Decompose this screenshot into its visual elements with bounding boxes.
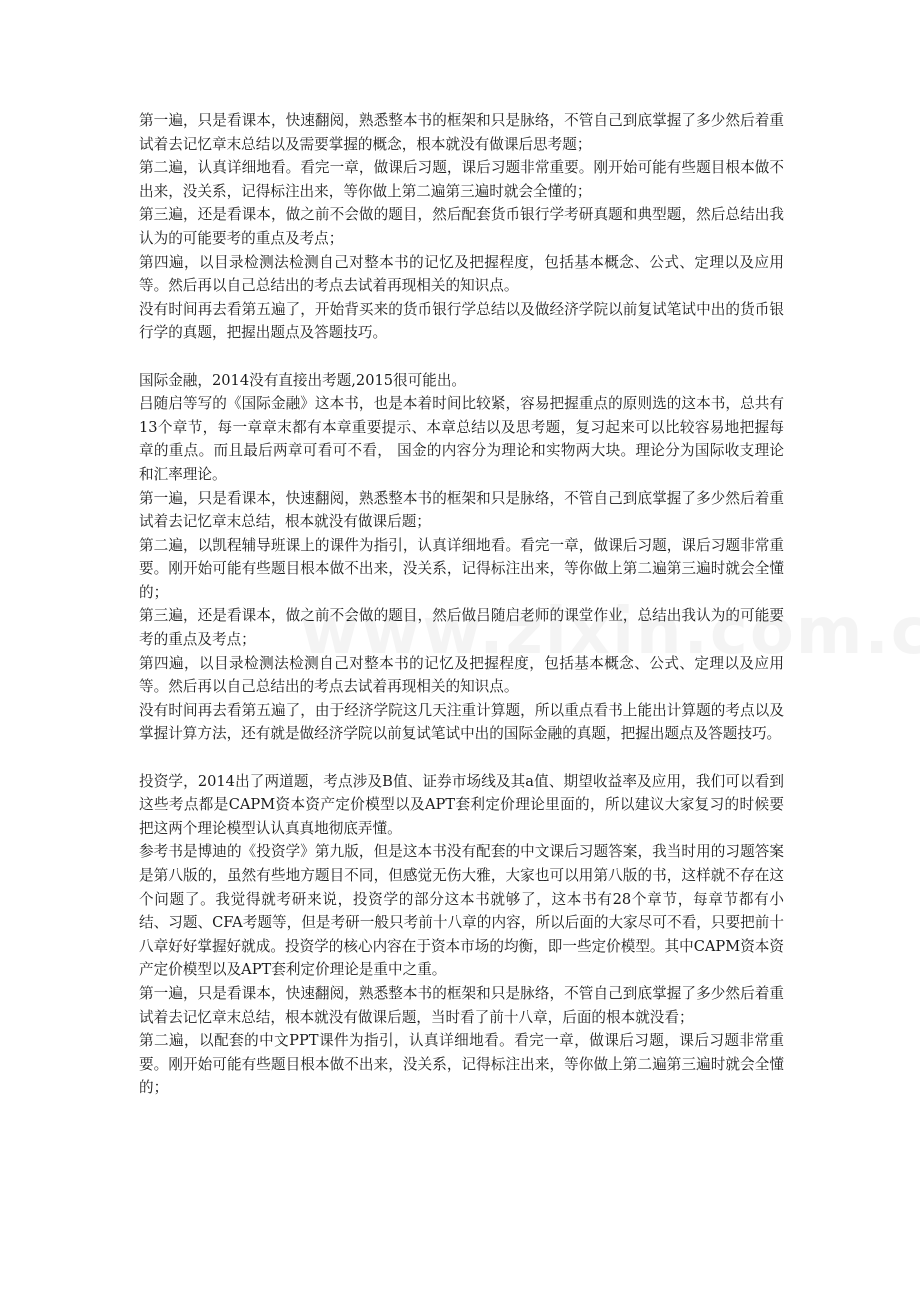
section-heading-paragraph: 投资学，2014出了两道题，考点涉及B值、证券市场线及其a值、期望收益率及应用，我们可以看到这些考点都是CAPM资本资产定价模型以及APT套利定价理论里面的，所以建议大家复习的时候要把这两个理论模型认认真真地彻底弄懂。: [139, 772, 784, 837]
paragraph: 第二遍，以凯程辅导班课上的课件为指引，认真详细地看。看完一章，做课后习题，课后习题非常重要。刚开始可能有些题目根本做不出来，没关系，记得标注出来，等你做上第二遍第三遍时就会全懂的；: [139, 536, 784, 601]
paragraph: 第三遍，还是看课本，做之前不会做的题目，然后做吕随启老师的课堂作业，总结出我认为的可能要考的重点及考点；: [139, 607, 784, 649]
paragraph: 第一遍，只是看课本，快速翻阅，熟悉整本书的框架和只是脉络，不管自己到底掌握了多少然后着重试着去记忆章末总结，根本就没有做课后题；: [139, 489, 784, 531]
section-international-finance: [139, 369, 784, 747]
paragraph: 第二遍，认真详细地看。看完一章，做课后习题，课后习题非常重要。刚开始可能有些题目根本做不出来，没关系，记得标注出来，等你做上第二遍第三遍时就会全懂的；: [139, 159, 784, 200]
section-monetary-banking: [139, 109, 784, 345]
paragraph: 参考书是博迪的《投资学》第九版，但是这本书没有配套的中文课后习题答案，我当时用的习题答案是第八版的，虽然有些地方题目不同，但感觉无伤大雅，大家也可以用第八版的书，这样就不存在这个问题了。我觉得就考研来说，投资学的部分这本书就够了，这本书有28个章节，每章节都有小结、习题、CFA考题等，但是考研一般只考前十八章的内容，所以后面的大家尽可不看，只要把前十八章好好掌握好就成。投资学的核心内容在于资本市场的均衡，即一些定价模型。其中CAPM资本资产定价模型以及APT套利定价理论是重中之重。: [139, 843, 784, 979]
paragraph: 第四遍，以目录检测法检测自己对整本书的记忆及把握程度，包括基本概念、公式、定理以及应用等。然后再以自己总结出的考点去试着再现相关的知识点。: [139, 654, 784, 696]
paragraph: 第三遍，还是看课本，做之前不会做的题目，然后配套货币银行学考研真题和典型题，然后总结出我认为的可能要考的重点及考点；: [139, 206, 784, 247]
section-heading-paragraph: 国际金融，2014没有直接出考题,2015很可能出。: [139, 371, 467, 389]
paragraph: 吕随启等写的《国际金融》这本书，也是本着时间比较紧，容易把握重点的原则选的这本书，总共有13个章节，每一章章末都有本章重要提示、本章总结以及思考题，复习起来可以比较容易地把握每章的重点。而且最后两章可看可不看， 国金的内容分为理论和实物两大块。理论分为国际收支理论和汇率理论。: [139, 395, 784, 483]
paragraph: 没有时间再去看第五遍了，开始背买来的货币银行学总结以及做经济学院以前复试笔试中出的货币银行学的真题，把握出题点及答题技巧。: [139, 300, 784, 342]
paragraph: 第一遍，只是看课本，快速翻阅，熟悉整本书的框架和只是脉络，不管自己到底掌握了多少然后着重试着去记忆章末总结以及需要掌握的概念，根本就没有做课后思考题；: [139, 112, 784, 153]
paragraph: 没有时间再去看第五遍了，由于经济学院这几天注重计算题，所以重点看书上能出计算题的考点以及掌握计算方法，还有就是做经济学院以前复试笔试中出的国际金融的真题，把握出题点及答题技巧。: [139, 701, 784, 743]
paragraph: 第二遍，以配套的中文PPT课件为指引，认真详细地看。看完一章，做课后习题，课后习题非常重要。刚开始可能有些题目根本做不出来，没关系，记得标注出来，等你做上第二遍第三遍时就会全懂的；: [139, 1032, 784, 1097]
section-gap: [139, 746, 784, 770]
section-investments: [139, 770, 784, 1100]
section-gap: [139, 345, 784, 369]
paragraph: 第四遍，以目录检测法检测自己对整本书的记忆及把握程度，包括基本概念、公式、定理以及应用等。然后再以自己总结出的考点去试着再现相关的知识点。: [139, 253, 784, 295]
document-body: [139, 109, 784, 1100]
paragraph: 第一遍，只是看课本，快速翻阅，熟悉整本书的框架和只是脉络，不管自己到底掌握了多少然后着重试着去记忆章末总结，根本就没有做课后题，当时看了前十八章，后面的根本就没看；: [139, 984, 784, 1026]
